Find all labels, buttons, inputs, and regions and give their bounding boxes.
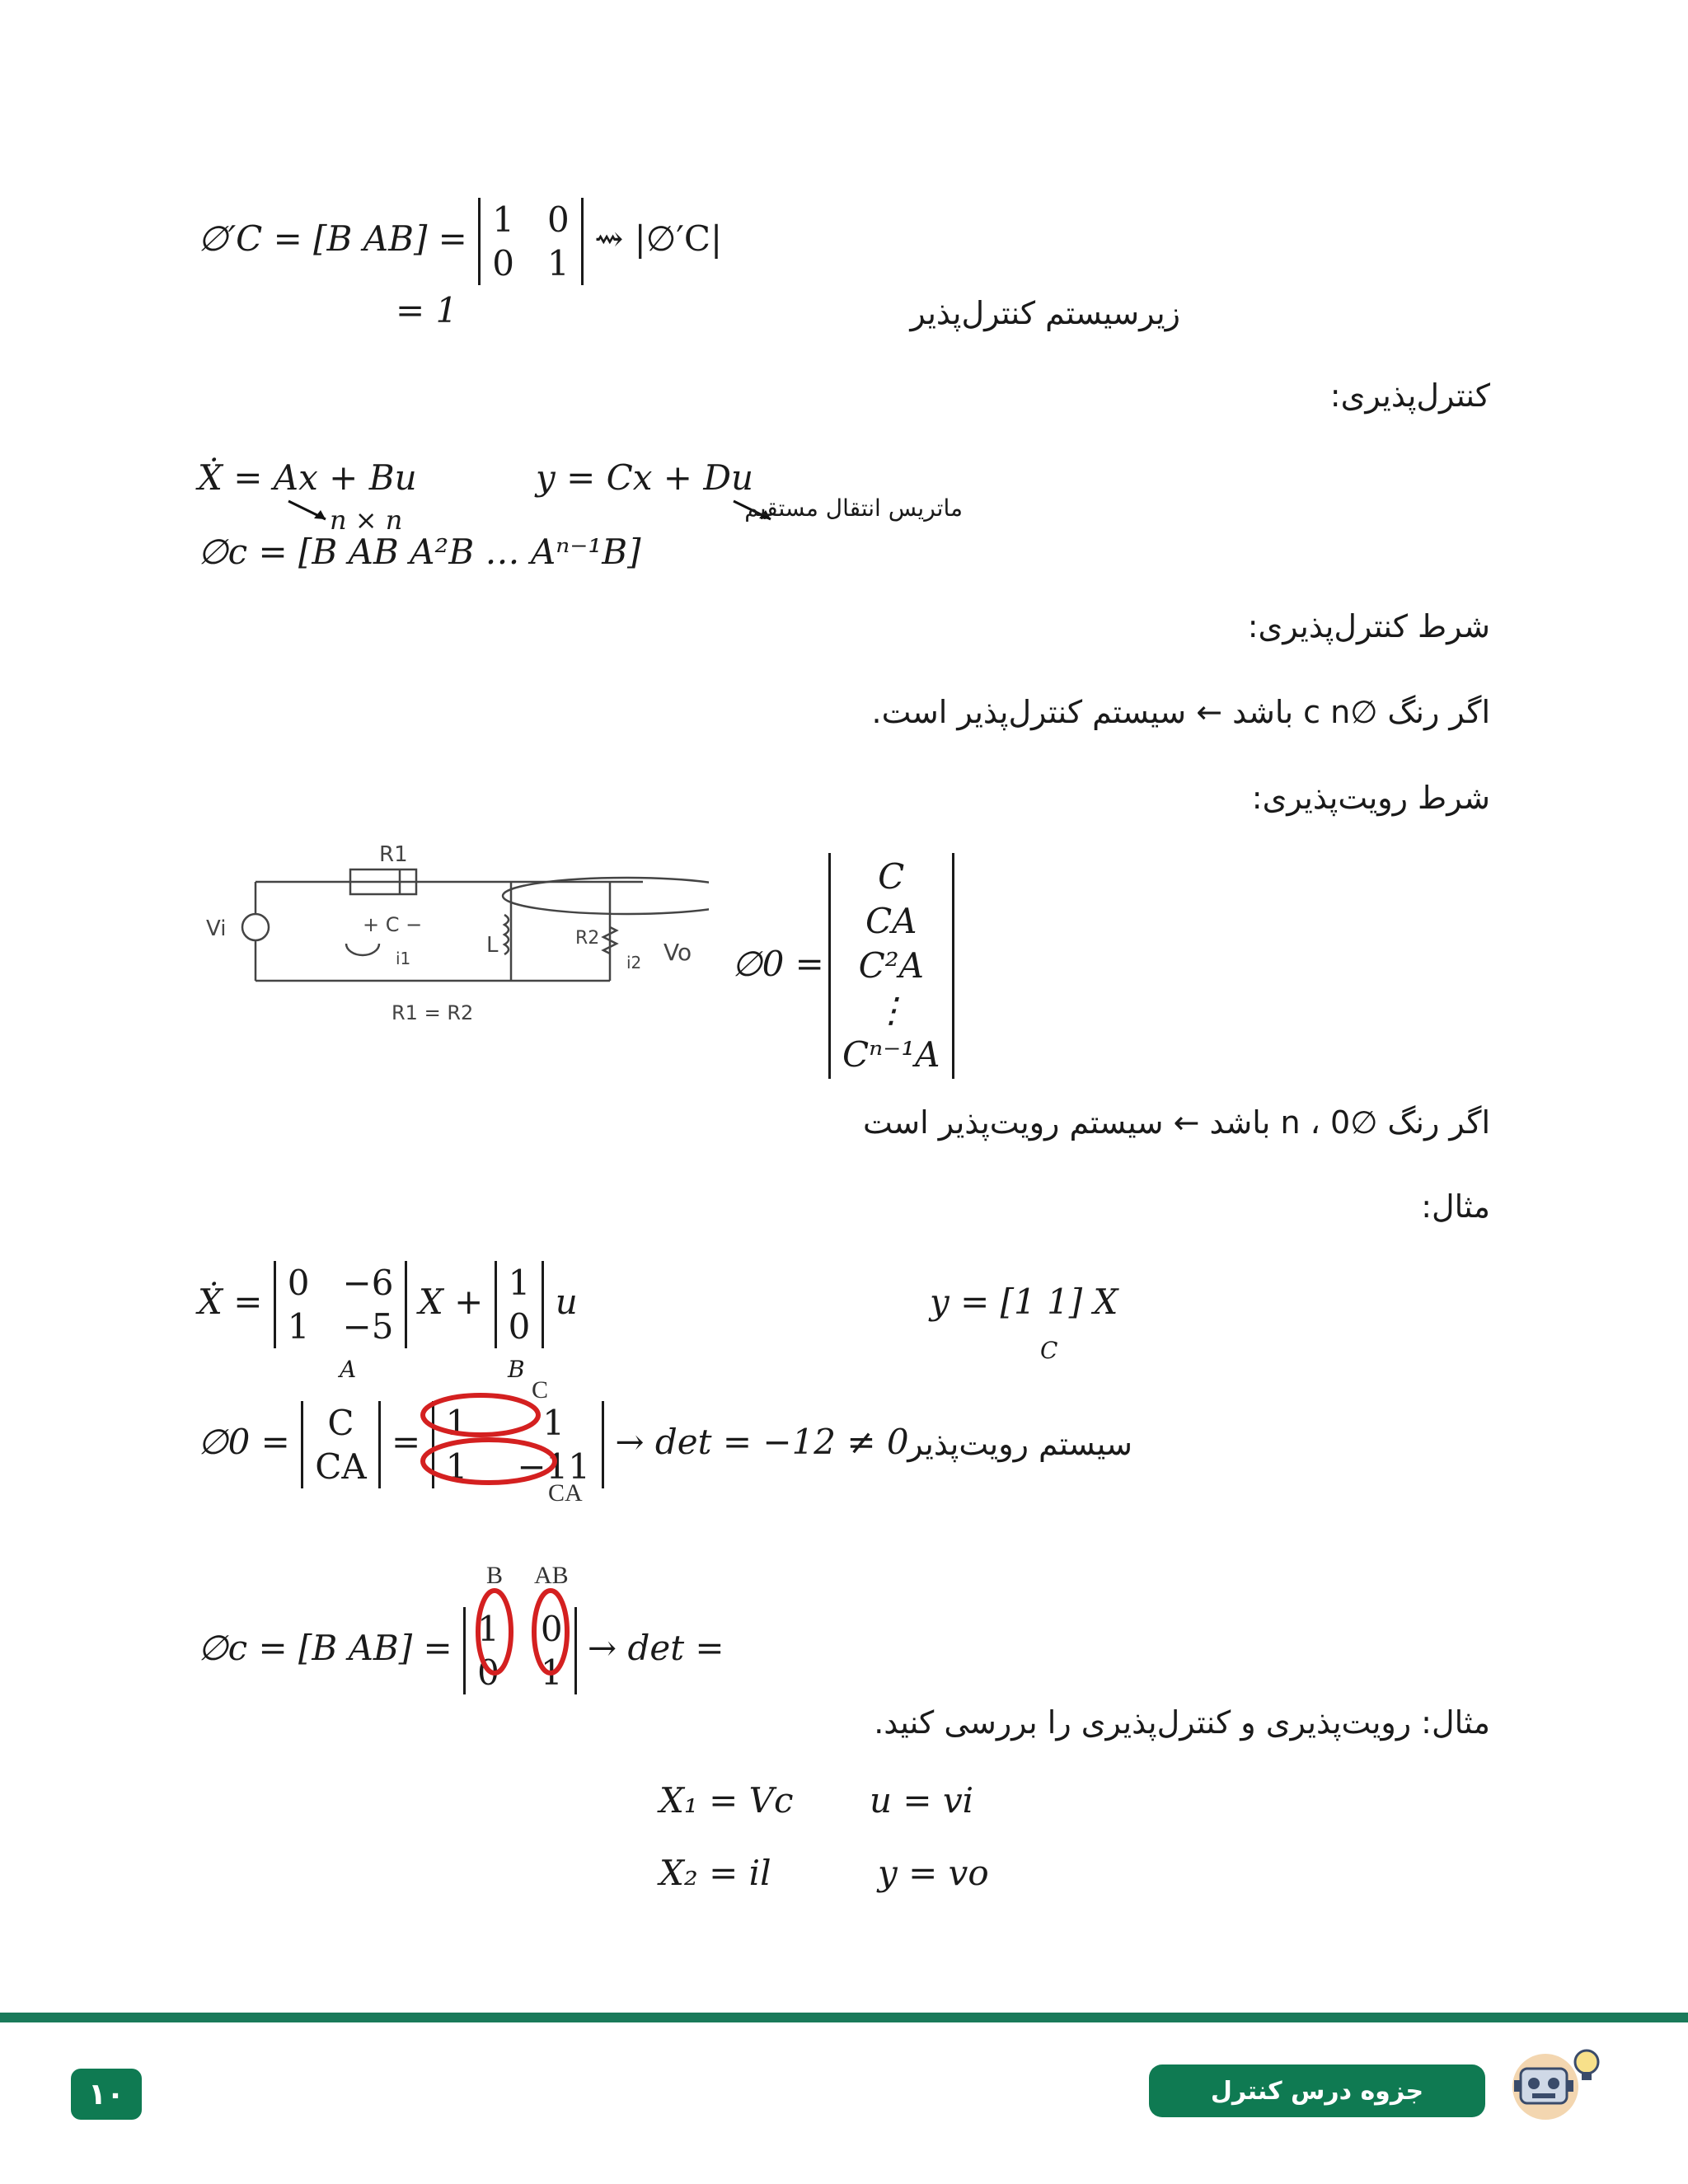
column-highlight-icon [470,1582,577,1681]
matrix-row: Cⁿ⁻¹A [842,1034,940,1075]
determinant-value: = 1 [396,290,458,330]
example-observability: ∅0 = C CA = 1 1 1 −11 → det = −12 ≠ 0 [198,1403,909,1487]
matrix-cell: 1 [287,1306,310,1347]
matrix-cell: 1 [508,1263,531,1303]
matrix-cell: −11 [517,1446,590,1487]
matrix-cell: 0 [287,1263,310,1303]
determinant-result: → det = −12 ≠ 0 [615,1422,909,1462]
matrix-cell: 0 [508,1306,531,1347]
matrix-a [274,1261,408,1348]
nxn-label: n × n [330,504,403,536]
vo-label: Vo [663,939,692,966]
capacitor-label: + C − [363,913,423,936]
matrix-cell: 0 [546,199,570,240]
r1-label: R1 [379,842,408,867]
phi-c-lhs: ∅c = [B AB] = [198,1628,464,1668]
matrix-row: CA [865,901,917,941]
circuit-diagram [198,837,709,1034]
matrix-cell: 1 [477,1609,499,1649]
inductor-label: L [486,933,499,958]
phi-c-prime-lhs: ∅′C = [B AB] = [198,218,479,259]
input-u: u [555,1282,578,1322]
x-term: X + [418,1282,495,1322]
matrix-row: C [878,856,905,897]
input-definition: u = vi [870,1780,974,1821]
annotation-c: C [532,1376,549,1404]
observable-system-label: سیستم رویت‌پذیر [907,1426,1132,1462]
controllability-heading: کنترل‌پذیری: [1329,377,1490,414]
example-output-equation: y = [1 1] X [930,1282,1118,1322]
matrix-cell: C [327,1403,354,1443]
matrix-cell: 0 [492,243,514,284]
example2-heading: مثال: رویت‌پذیری و کنترل‌پذیری را بررسی کنید. [874,1704,1490,1741]
annotation-ab: AB [534,1562,569,1589]
matrix-cell: CA [315,1446,367,1487]
i2-label: i2 [626,953,642,972]
annotation-b: B [486,1562,504,1589]
matrix-b [495,1261,545,1348]
matrix-cell: 1 [542,1403,565,1443]
footer-divider [0,2013,1688,2022]
controllability-condition-text: اگر رنگ ∅c n باشد ← سیستم کنترل‌پذیر است. [871,694,1490,730]
phi-c-prime-equation [198,198,722,285]
example1-heading: مثال: [1421,1188,1490,1225]
controllability-condition-heading: شرط کنترل‌پذیری: [1247,608,1490,644]
observability-matrix [828,853,954,1079]
resistor-equality-note: R1 = R2 [392,1001,474,1024]
observability-condition-text: اگر رنگ ∅0 ، n باشد ← سیستم رویت‌پذیر است [862,1104,1490,1141]
course-title-pill: جزوه درس کنترل [1149,2064,1485,2117]
r2-label: R2 [575,928,600,949]
page-number-badge: ۱۰ [71,2069,142,2120]
determinant-pending: → det = [587,1628,724,1668]
nxn-arrow-icon [284,499,334,523]
label-b: B [508,1356,525,1383]
identity-matrix [478,198,583,285]
matrix-row: C²A [858,945,924,986]
label-c: C [1040,1337,1058,1364]
output-definition: y = vo [878,1853,989,1893]
matrix-row: ⋮ [874,990,909,1030]
vi-label: Vi [206,916,227,941]
xdot-lhs: Ẋ = [198,1282,274,1322]
observability-condition-heading: شرط رویت‌پذیری: [1251,780,1490,816]
matrix-cell: 0 [540,1609,563,1649]
matrix-cell: 1 [546,243,570,284]
phi-o-vector [301,1401,380,1488]
label-a: A [340,1356,357,1383]
matrix-cell: 1 [445,1403,468,1443]
determinant-arrow: ⇝ |∅′C| [594,218,723,259]
matrix-cell: 1 [445,1446,468,1487]
matrix-cell: −5 [342,1306,394,1347]
observability-matrix-label: ∅0 = [732,944,824,984]
phi-o-lhs: ∅0 = [198,1422,302,1462]
state-x2-definition: X₂ = il [659,1853,771,1893]
example-state-equation [198,1261,578,1348]
matrix-cell: 0 [477,1652,499,1693]
controllable-subsystem-label: زیرسیستم کنترل‌پذیر [910,295,1180,331]
state-equation: Ẋ = Ax + Bu [198,457,417,498]
direct-transfer-matrix-label: ماتریس انتقال مستقیم [744,494,963,522]
annotation-ca: CA [548,1479,583,1507]
matrix-cell: 1 [492,199,514,240]
example-controllability [198,1607,724,1694]
output-equation: y = Cx + Du [536,457,754,498]
matrix-cell: −6 [342,1263,394,1303]
robot-logo-icon [1496,2044,1603,2126]
i1-label: i1 [396,949,411,968]
controllability-matrix: ∅c = [B AB A²B … Aⁿ⁻¹B] [198,532,641,572]
matrix-cell: 1 [540,1652,563,1693]
state-x1-definition: X₁ = Vc [659,1780,794,1821]
